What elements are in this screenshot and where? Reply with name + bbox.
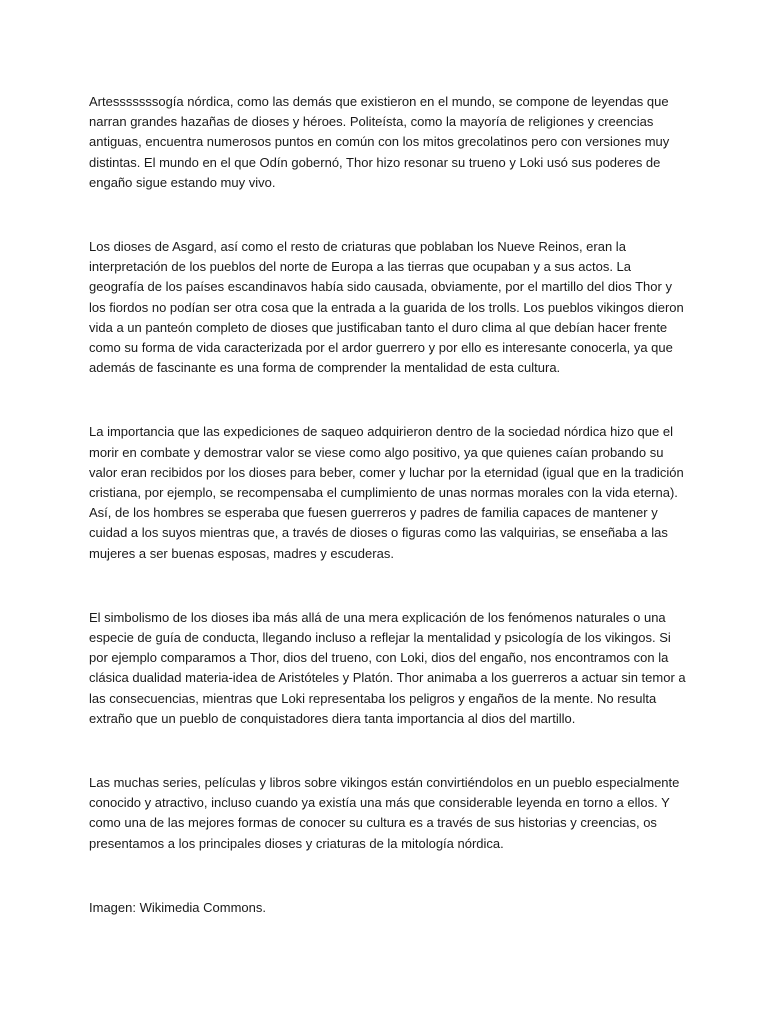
paragraph-media: Las muchas series, películas y libros sobre vikingos están convirtiéndolos en un pueblo especialmente conocido y atractivo, incluso cuando ya existía una más que considerable leyenda en torno a ellos. Y como una de las mejores formas de conocer su cultura es a través de sus historias y creencias, os presentamos a los principales dioses y criaturas de la mitología nórdica. [89,775,680,851]
paragraph-asgard: Los dioses de Asgard, así como el resto de criaturas que poblaban los Nueve Reinos, eran la interpretación de los pueblos del norte de Europa a las tierras que ocupaban y a sus actos. La geografía de los países escandinavos había sido causada, obviamente, por el martillo del dios Thor y los fiordos no podían ser otra cosa que la entrada a la guarida de los trolls. Los pueblos vikingos dieron vida a un panteón completo de dioses que justificaban tanto el duro clima al que debían hacer frente como su forma de vida caracterizada por el ardor guerrero y por ello es interesante conocerla, ya que además de fascinante es una forma de comprender la mentalidad de esta cultura. [89,239,684,376]
paragraph-expeditions: La importancia que las expediciones de saqueo adquirieron dentro de la sociedad nórdica hizo que el morir en combate y demostrar valor se viese como algo positivo, ya que quienes caían probando su valor eran recibidos por los dioses para beber, comer y luchar por la eternidad (igual que en la tradición cristiana, por ejemplo, se recompensaba el cumplimiento de unas normas morales con la vida eterna). Así, de los hombres se esperaba que fuesen guerreros y padres de familia capaces de mantener y cuidad a los suyos mientras que, a través de dioses o figuras como las valquirias, se enseñaba a las mujeres a ser buenas esposas, madres y escuderas. [89,424,684,561]
paragraph-symbolism: El simbolismo de los dioses iba más allá de una mera explicación de los fenómenos naturales o una especie de guía de conducta, llegando incluso a reflejar la mentalidad y psicología de los vikingos. Si por ejemplo comparamos a Thor, dios del trueno, con Loki, dios del engaño, nos encontramos con la clásica dualidad materia-idea de Aristóteles y Platón. Thor animaba a los guerreros a actuar sin temor a las consecuencias, mientras que Loki representaba los peligros y engaños de la mente. No resulta extraño que un pueblo de conquistadores diera tanta importancia al dios del martillo. [89,609,686,726]
paragraph-intro: Artesssssssogía nórdica, como las demás que existieron en el mundo, se compone de leyendas que narran grandes hazañas de dioses y héroes. Politeísta, como la mayoría de religiones y creencias antiguas, encuentra numerosos puntos en común con los mitos grecolatinos pero con versiones muy distintas. El mundo en el que Odín gobernó, Thor hizo resonar su trueno y Loki usó sus poderes de engaño sigue estando muy vivo. [89,94,670,190]
image-credit: Imagen: Wikimedia Commons. [89,899,266,915]
document-body [89,92,689,918]
